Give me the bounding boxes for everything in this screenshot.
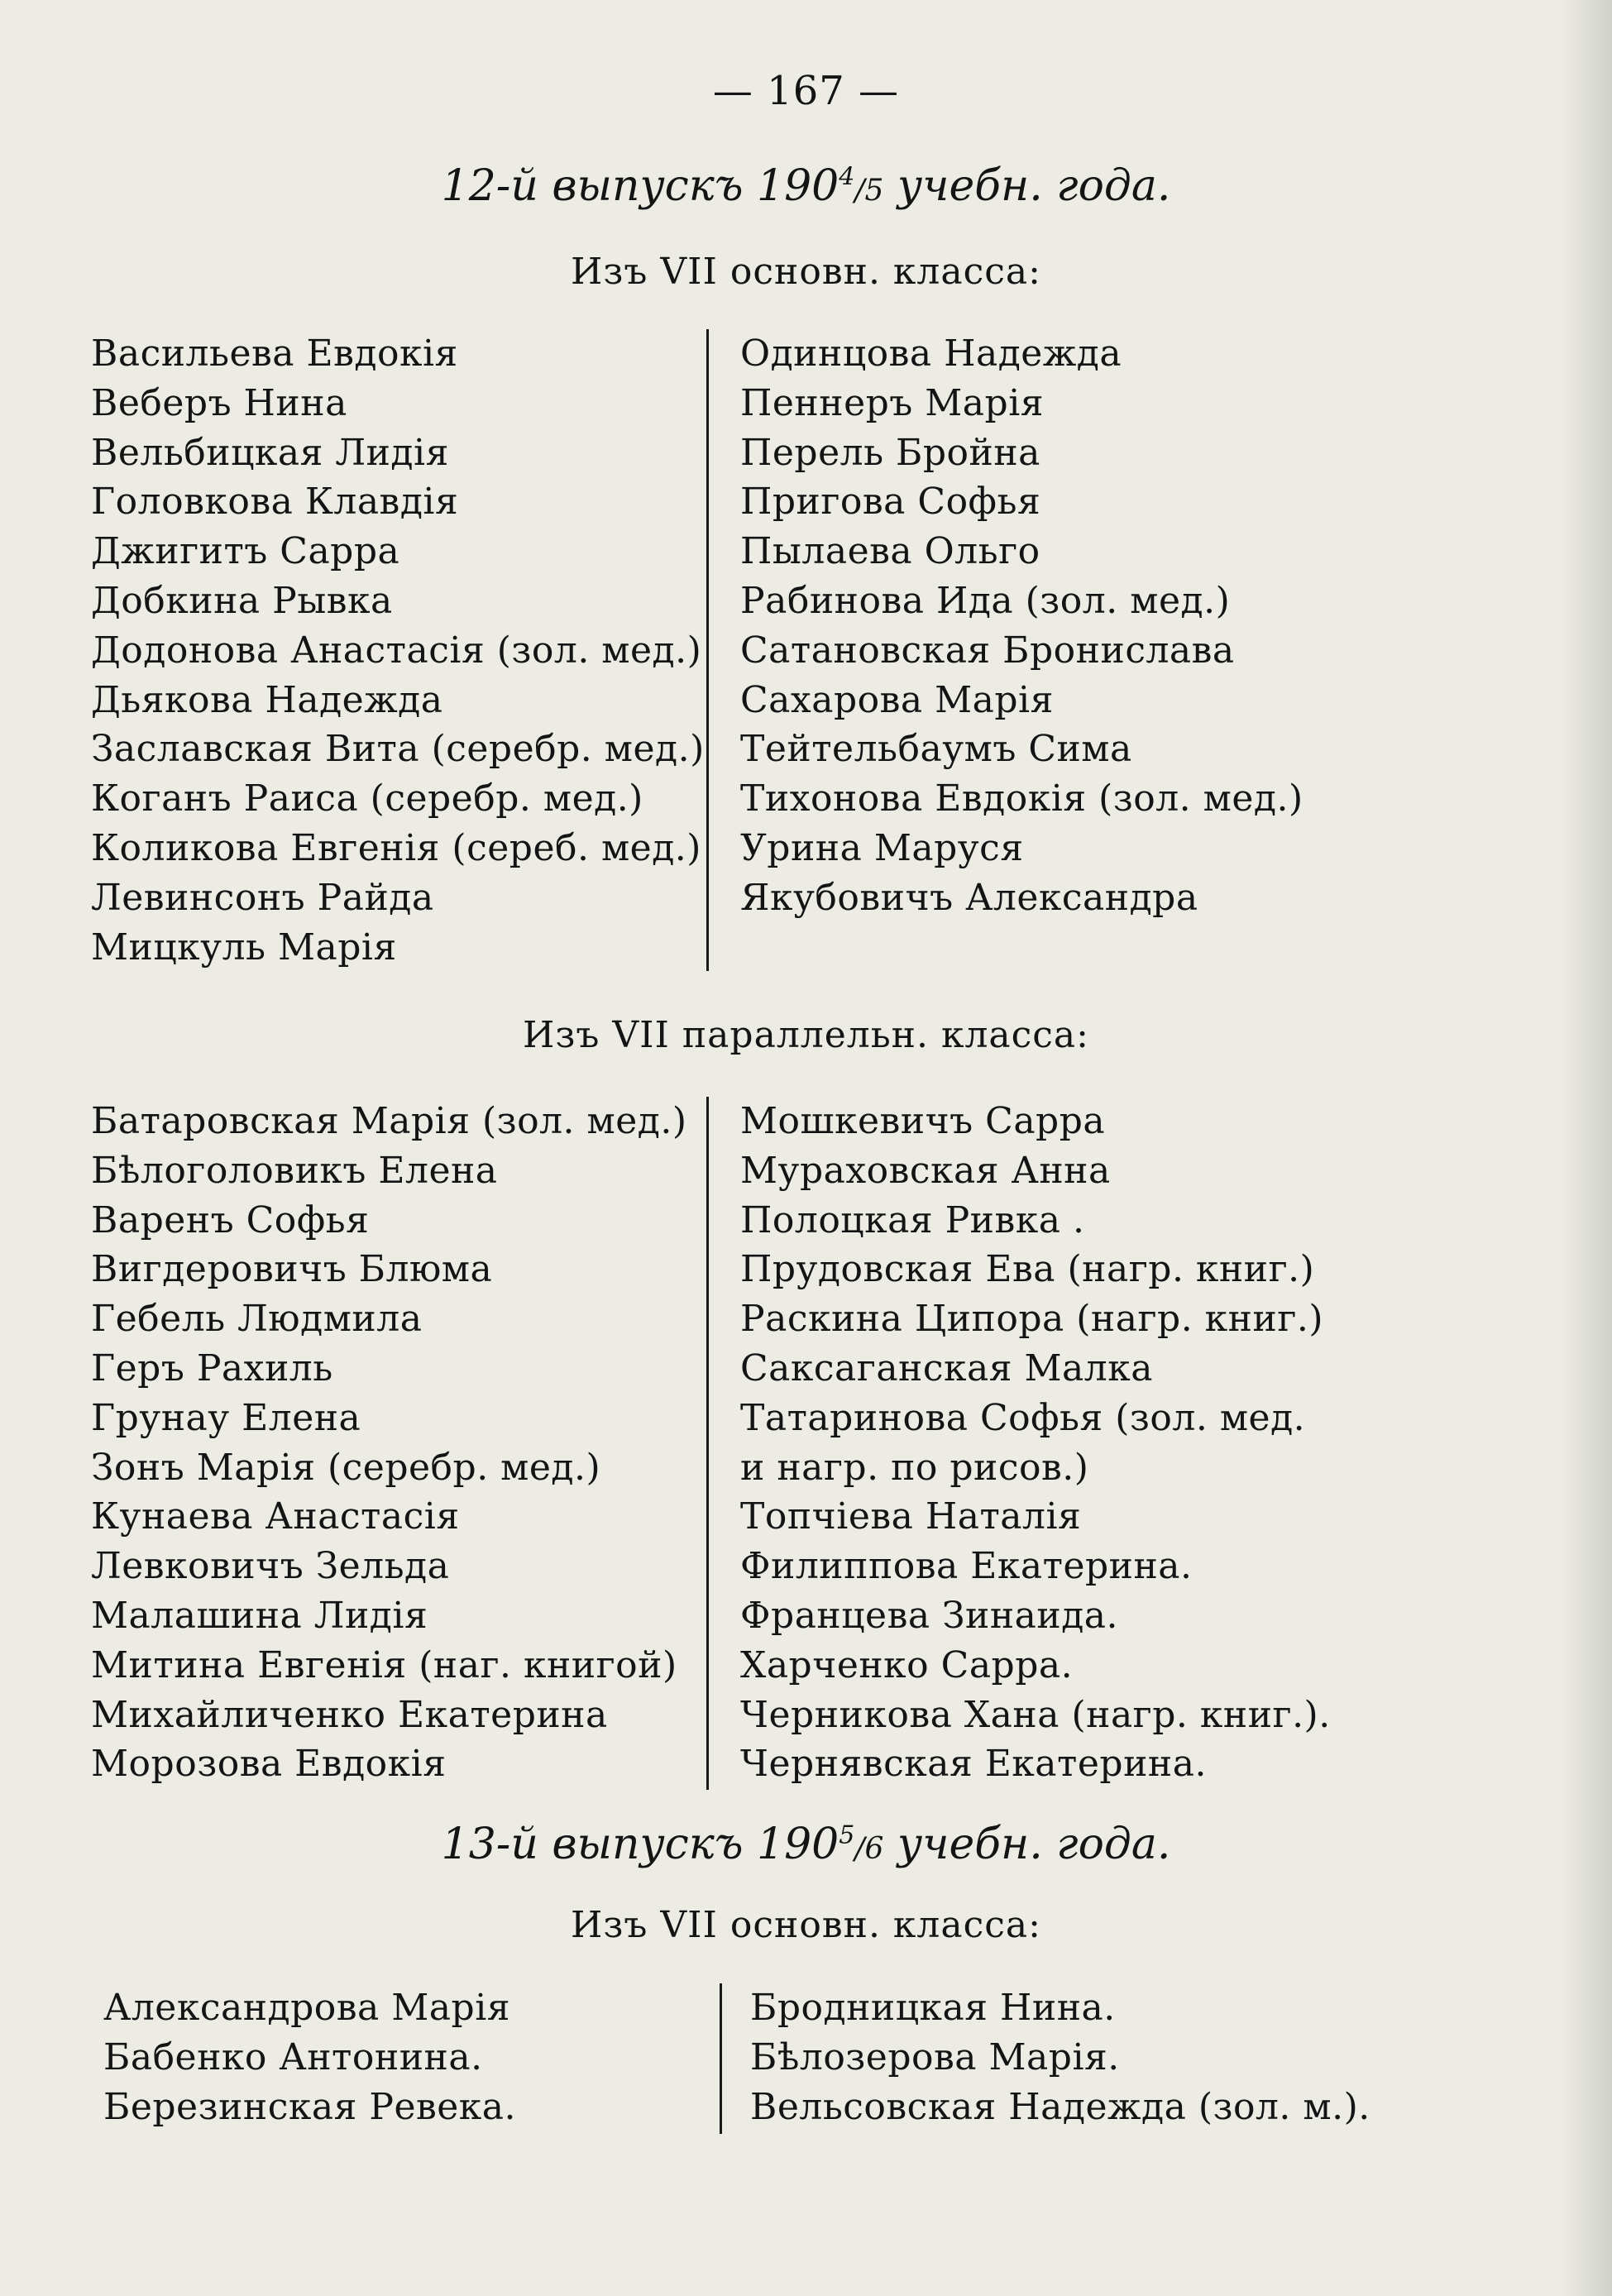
list-item: Перель Бройна (740, 431, 1040, 474)
list-item: Васильева Евдокія (91, 332, 458, 375)
list-item: Саксаганская Малка (740, 1347, 1153, 1390)
list-item: Гебель Людмила (91, 1298, 423, 1341)
list-item: Додонова Анастасія (зол. мед.) (91, 629, 702, 672)
list-item: Батаровская Марія (зол. мед.) (91, 1100, 687, 1142)
list-item: Пылаева Ольго (740, 530, 1040, 573)
class-heading-main: Изъ VII основн. класса: (571, 251, 1041, 293)
list-item: Коликова Евгенія (сереб. мед.) (91, 826, 701, 869)
list-item: Головкова Клавдія (91, 481, 459, 524)
list-item: Джигитъ Сарра (91, 530, 400, 573)
list-item: Сахарова Марія (740, 678, 1054, 721)
list-item: Вигдеровичъ Блюма (91, 1248, 493, 1291)
right-column (740, 1097, 1331, 1789)
class-heading-main-13: Изъ VII основн. класса: (571, 1904, 1041, 1946)
page-number: — 167 — (712, 68, 900, 114)
list-item: Бѣлозерова Марія. (750, 2035, 1120, 2078)
list-item: Варенъ Софья (91, 1198, 370, 1241)
issue-heading-13: 13-й выпускъ $190^5/6$ учебн. года. (441, 1820, 1171, 1869)
column-divider (706, 329, 709, 971)
list-item: Полоцкая Ривка . (740, 1198, 1085, 1241)
list-item: Мицкуль Марія (91, 926, 397, 969)
list-item: Добкина Рывка (91, 579, 393, 622)
list-item: Вельбицкая Лидія (91, 431, 449, 474)
list-item: Заславская Вита (серебр. мед.) (91, 728, 705, 771)
list-item: Пригова Софья (740, 481, 1041, 524)
list-item: Якубовичъ Александра (740, 876, 1198, 919)
list-item: Березинская Ревека. (103, 2085, 517, 2128)
list-item: Бродницкая Нина. (750, 1987, 1116, 2029)
class-heading-parallel: Изъ VII параллельн. класса: (522, 1014, 1089, 1056)
list-item: Тихонова Евдокія (зол. мед.) (740, 777, 1303, 820)
list-item: Зонъ Марія (серебр. мед.) (91, 1446, 601, 1489)
list-item: и нагр. по рисов.) (740, 1446, 1089, 1489)
list-item: Михайличенко Екатерина (91, 1693, 608, 1736)
list-item: Топчіева Наталія (740, 1495, 1082, 1538)
list-item: Харченко Сарра. (740, 1643, 1074, 1686)
list-item: Сатановская Бронислава (740, 629, 1235, 672)
list-item: Мошкевичъ Сарра (740, 1100, 1106, 1142)
list-item: Митина Евгенія (наг. книгой) (91, 1643, 677, 1686)
list-item: Геръ Рахиль (91, 1347, 333, 1390)
right-column (750, 1983, 1370, 2131)
list-item: Рабинова Ида (зол. мед.) (740, 579, 1231, 622)
page-edge (1562, 0, 1612, 2296)
issue-heading-12: 12-й выпускъ $190^4/5$ учебн. года. (441, 161, 1171, 211)
column-divider (720, 1983, 722, 2134)
list-item: Прудовская Ева (нагр. книг.) (740, 1248, 1315, 1291)
list-item: Бабенко Антонина. (103, 2035, 483, 2078)
left-column (91, 1097, 687, 1789)
list-item: Александрова Марія (103, 1987, 511, 2029)
left-column (91, 329, 705, 972)
list-item: Тейтельбаумъ Сима (740, 728, 1132, 771)
list-item: Веберъ Нина (91, 381, 347, 424)
list-item: Малашина Лидія (91, 1594, 428, 1637)
list-item: Вельсовская Надежда (зол. м.). (750, 2085, 1370, 2128)
list-item: Кунаева Анастасія (91, 1495, 460, 1538)
list-item: Францева Зинаида. (740, 1594, 1119, 1637)
list-item: Морозова Евдокія (91, 1743, 447, 1786)
list-item: Левинсонъ Райда (91, 876, 434, 919)
list-item: Левковичъ Зельда (91, 1545, 450, 1588)
list-item: Чернявская Екатерина. (740, 1743, 1207, 1786)
list-item: Урина Маруся (740, 826, 1024, 869)
list-item: Коганъ Раиса (серебр. мед.) (91, 777, 643, 820)
column-divider (706, 1097, 709, 1790)
list-item: Грунау Елена (91, 1396, 361, 1439)
right-column (740, 329, 1303, 923)
list-item: Бѣлоголовикъ Елена (91, 1149, 498, 1192)
left-column (103, 1983, 516, 2131)
list-item: Черникова Хана (нагр. книг.). (740, 1693, 1331, 1736)
list-item: Раскина Ципора (нагр. книг.) (740, 1298, 1324, 1341)
list-item: Дьякова Надежда (91, 678, 443, 721)
list-item: Татаринова Софья (зол. мед. (740, 1396, 1306, 1439)
list-item: Филиппова Екатерина. (740, 1545, 1193, 1588)
list-item: Одинцова Надежда (740, 332, 1122, 375)
list-item: Мураховская Анна (740, 1149, 1111, 1192)
list-item: Пеннеръ Марія (740, 381, 1045, 424)
